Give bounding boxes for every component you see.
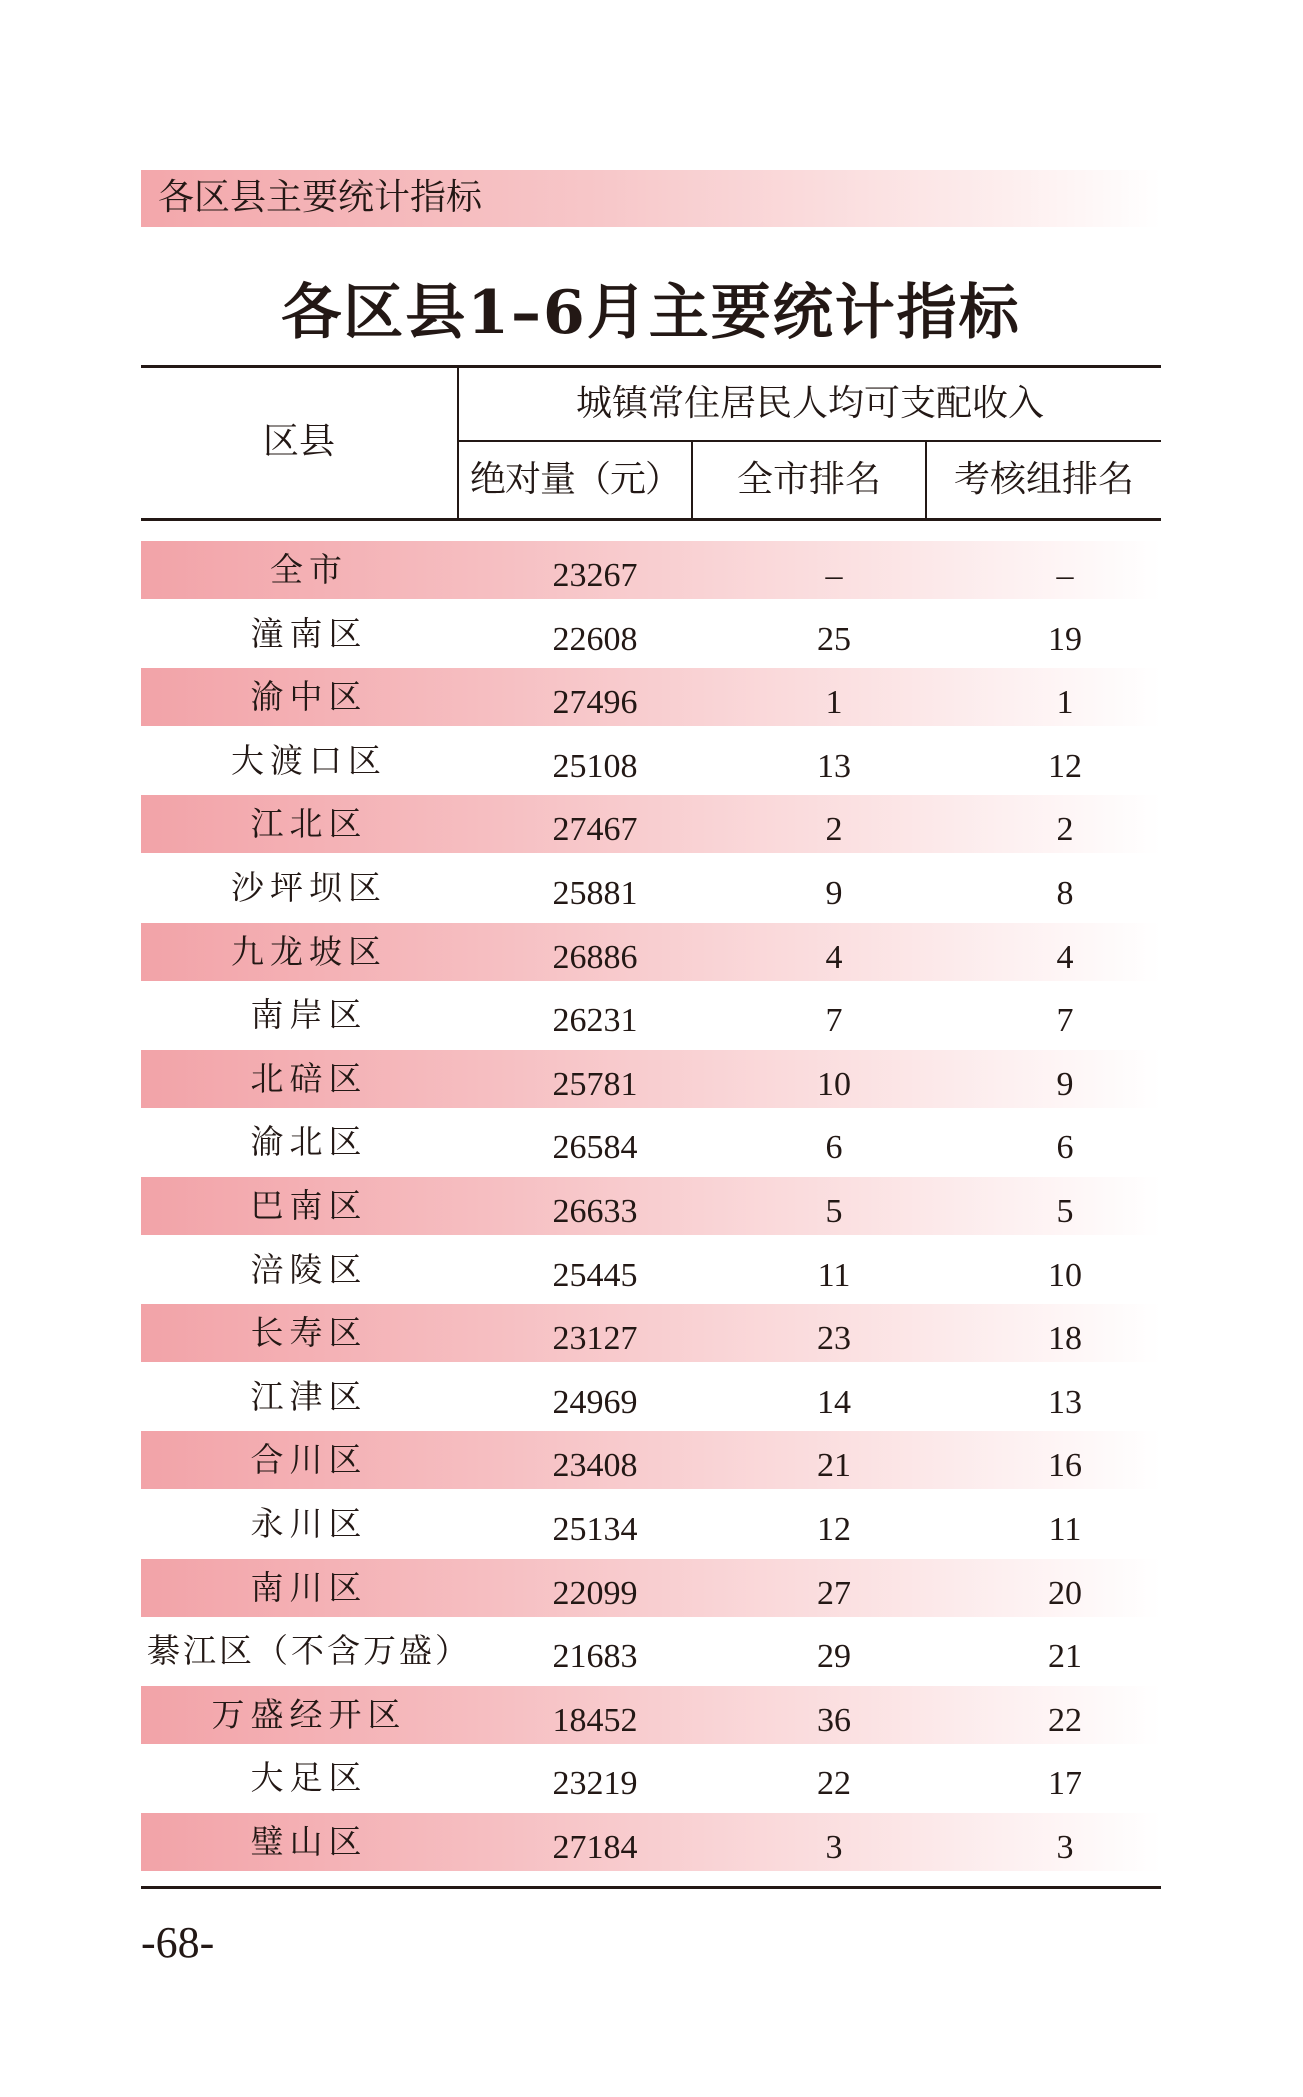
district-name: 沙坪坝区 <box>231 868 387 907</box>
table-row <box>141 859 1161 917</box>
header-group-rank: 考核组排名 <box>953 459 1134 500</box>
group-rank: – <box>1056 557 1074 594</box>
district-name: 长寿区 <box>250 1313 368 1352</box>
income-value: 22099 <box>552 1575 638 1612</box>
table-top-rule <box>141 365 1161 368</box>
group-rank: 1 <box>1056 684 1074 721</box>
header-city-rank: 全市排名 <box>736 459 881 500</box>
city-rank: 21 <box>817 1447 851 1484</box>
city-rank: 2 <box>825 811 843 848</box>
income-value: 25881 <box>552 875 638 912</box>
city-rank: 1 <box>825 684 843 721</box>
city-rank: 3 <box>825 1829 843 1866</box>
district-name: 北碚区 <box>250 1059 368 1098</box>
group-rank: 16 <box>1048 1447 1082 1484</box>
group-rank: 20 <box>1048 1575 1082 1612</box>
income-value: 23267 <box>552 557 638 594</box>
income-value: 26633 <box>552 1193 638 1230</box>
section-banner <box>141 170 1161 227</box>
city-rank: 25 <box>817 621 851 658</box>
group-rank: 9 <box>1056 1066 1074 1103</box>
header-district: 区县 <box>262 421 335 462</box>
district-name: 万盛经开区 <box>211 1695 407 1734</box>
city-rank: 27 <box>817 1575 851 1612</box>
income-value: 25108 <box>552 748 638 785</box>
table-row <box>141 1749 1161 1807</box>
city-rank: 29 <box>817 1638 851 1675</box>
table-row <box>141 1686 1161 1744</box>
city-rank: 23 <box>817 1320 851 1357</box>
group-rank: 2 <box>1056 811 1074 848</box>
income-value: 25134 <box>552 1511 638 1548</box>
table-row <box>141 1304 1161 1362</box>
city-rank: 9 <box>825 875 843 912</box>
district-name: 綦江区（不含万盛） <box>147 1631 471 1670</box>
table-row <box>141 1622 1161 1680</box>
page-title: 各区县1–6月主要统计指标 <box>281 278 1021 348</box>
city-rank: 10 <box>817 1066 851 1103</box>
district-name: 合川区 <box>250 1440 368 1479</box>
city-rank: – <box>825 557 843 594</box>
district-name: 大渡口区 <box>231 741 387 780</box>
group-rank: 10 <box>1048 1257 1082 1294</box>
district-name: 九龙坡区 <box>231 932 387 971</box>
district-name: 南岸区 <box>250 995 368 1034</box>
table-row <box>141 1177 1161 1235</box>
district-name: 永川区 <box>250 1504 368 1543</box>
district-name: 涪陵区 <box>250 1250 368 1289</box>
district-name: 渝中区 <box>250 677 368 716</box>
district-name: 潼南区 <box>250 614 368 653</box>
income-value: 18452 <box>552 1702 638 1739</box>
group-rank: 21 <box>1048 1638 1082 1675</box>
table-row <box>141 605 1161 663</box>
income-value: 27184 <box>552 1829 638 1866</box>
table-row <box>141 1495 1161 1553</box>
city-rank: 7 <box>825 1002 843 1039</box>
group-rank: 17 <box>1048 1765 1082 1802</box>
district-name: 江北区 <box>250 804 368 843</box>
page-number: -68- <box>141 1918 215 1967</box>
header-bottom-rule <box>141 518 1161 521</box>
table-row <box>141 1241 1161 1299</box>
table-row <box>141 986 1161 1044</box>
income-value: 24969 <box>552 1384 638 1421</box>
table-row <box>141 668 1161 726</box>
income-value: 22608 <box>552 621 638 658</box>
table-row <box>141 1050 1161 1108</box>
group-rank: 8 <box>1056 875 1074 912</box>
group-rank: 3 <box>1056 1829 1074 1866</box>
group-rank: 6 <box>1056 1129 1074 1166</box>
header-absolute: 绝对量（元） <box>469 459 680 500</box>
income-value: 21683 <box>552 1638 638 1675</box>
table-row <box>141 923 1161 981</box>
group-rank: 11 <box>1048 1511 1082 1548</box>
income-value: 27467 <box>552 811 638 848</box>
header-mid-rule <box>459 440 1161 442</box>
table-row <box>141 1431 1161 1489</box>
income-value: 26231 <box>552 1002 638 1039</box>
table-row <box>141 1368 1161 1426</box>
table-row <box>141 795 1161 853</box>
group-rank: 4 <box>1056 939 1074 976</box>
district-name: 江津区 <box>250 1377 368 1416</box>
district-name: 南川区 <box>250 1568 368 1607</box>
city-rank: 12 <box>817 1511 851 1548</box>
city-rank: 22 <box>817 1765 851 1802</box>
group-rank: 18 <box>1048 1320 1082 1357</box>
income-value: 23219 <box>552 1765 638 1802</box>
group-rank: 22 <box>1048 1702 1082 1739</box>
district-name: 渝北区 <box>250 1122 368 1161</box>
income-value: 27496 <box>552 684 638 721</box>
group-rank: 7 <box>1056 1002 1074 1039</box>
table-row <box>141 1813 1161 1871</box>
income-value: 25781 <box>552 1066 638 1103</box>
city-rank: 36 <box>817 1702 851 1739</box>
table-row <box>141 1113 1161 1171</box>
city-rank: 4 <box>825 939 843 976</box>
group-rank: 5 <box>1056 1193 1074 1230</box>
district-name: 璧山区 <box>250 1822 368 1861</box>
section-label: 各区县主要统计指标 <box>158 177 483 218</box>
income-value: 25445 <box>552 1257 638 1294</box>
city-rank: 5 <box>825 1193 843 1230</box>
group-rank: 13 <box>1048 1384 1082 1421</box>
city-rank: 13 <box>817 748 851 785</box>
district-name: 全市 <box>270 550 348 589</box>
table-row <box>141 1559 1161 1617</box>
group-rank: 19 <box>1048 621 1082 658</box>
income-value: 23408 <box>552 1447 638 1484</box>
city-rank: 6 <box>825 1129 843 1166</box>
header-income-group: 城镇常住居民人均可支配收入 <box>575 383 1044 424</box>
city-rank: 11 <box>817 1257 851 1294</box>
group-rank: 12 <box>1048 748 1082 785</box>
income-value: 23127 <box>552 1320 638 1357</box>
table-bottom-rule <box>141 1886 1161 1889</box>
table-row <box>141 541 1161 599</box>
income-value: 26886 <box>552 939 638 976</box>
city-rank: 14 <box>817 1384 851 1421</box>
table-row <box>141 732 1161 790</box>
district-name: 大足区 <box>250 1758 368 1797</box>
district-name: 巴南区 <box>250 1186 368 1225</box>
income-value: 26584 <box>552 1129 638 1166</box>
